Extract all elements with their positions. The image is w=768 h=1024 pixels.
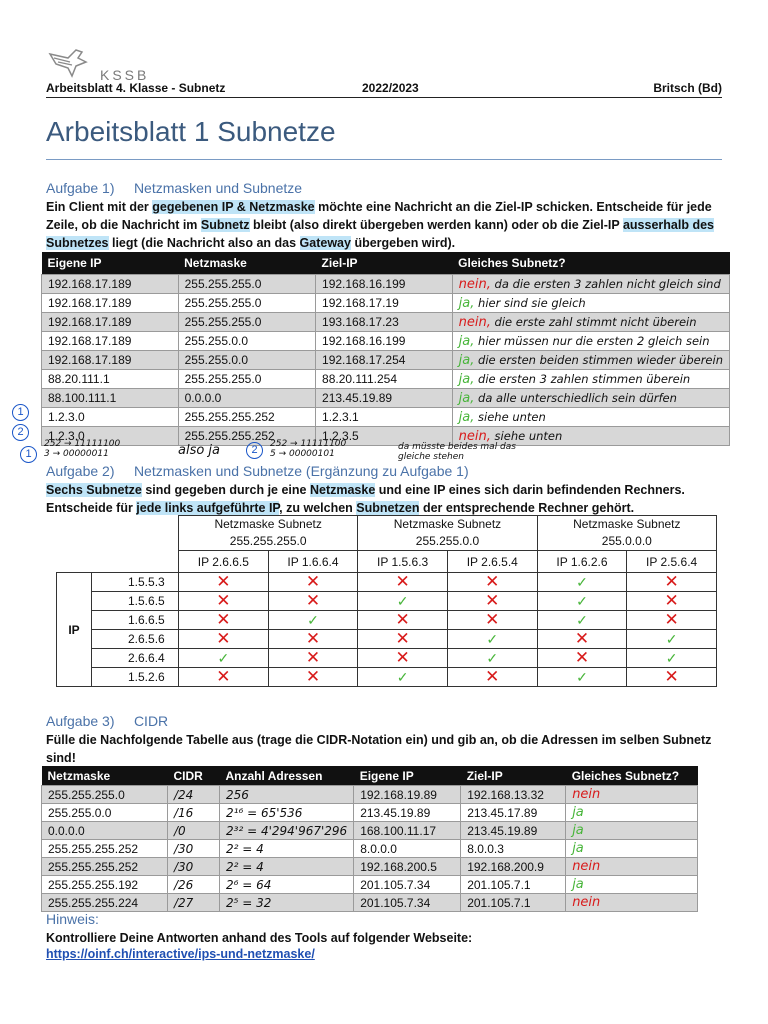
matrix-cell [358, 668, 448, 687]
col-ziel-ip: Ziel-IP [461, 766, 566, 786]
cross-icon: ✕ [485, 667, 500, 686]
matrix-cell [627, 611, 717, 630]
cell-netzmaske: 255.255.255.192 [42, 876, 168, 894]
answer-text: siehe unten [490, 428, 563, 443]
matrix-cell [447, 592, 537, 611]
cell-netzmaske: 255.255.0.0 [178, 351, 315, 370]
note2-line2: 5 → 00000101 [270, 449, 335, 459]
aufgabe1-text [46, 198, 726, 252]
text-part: und eine IP eines sich darin befindenden Rechners. Entscheide für [46, 483, 685, 515]
page-title: Arbeitsblatt 1 Subnetze [46, 116, 336, 147]
subnet-ip-header: IP 2.6.6.5 [179, 551, 269, 573]
cell-eigene-ip: 192.168.17.189 [42, 294, 179, 313]
matrix-cell [537, 668, 627, 687]
cross-icon: ✕ [305, 572, 321, 591]
cell-cidr: /27 [168, 894, 220, 912]
header-divider [46, 97, 722, 98]
answer-text: die erste zahl stimmt nicht überein [490, 314, 697, 329]
text-part: sind gegeben durch je eine [141, 483, 310, 497]
cell-ziel-ip: 8.0.0.3 [461, 840, 566, 858]
marker-1: 1 [12, 402, 29, 421]
text-part: liegt (die Nachricht also an das [108, 236, 300, 250]
cell-netzmaske: 255.255.255.252 [42, 840, 168, 858]
cross-icon: ✕ [395, 648, 410, 667]
table-row [42, 894, 698, 912]
table-row [42, 370, 730, 389]
answer-word: ja, [458, 352, 475, 368]
cell-cidr: /0 [168, 822, 220, 840]
cross-icon: ✕ [664, 572, 679, 591]
matrix-cell [537, 649, 627, 668]
answer-word: nein, [458, 428, 491, 444]
matrix-cell [447, 611, 537, 630]
check-icon: ✓ [307, 612, 319, 628]
text-part: der entsprechende Rechner gehört. [419, 501, 635, 515]
cell-anzahl: 2² = 4 [220, 858, 354, 876]
cross-icon: ✕ [664, 610, 679, 629]
matrix-cell [627, 573, 717, 592]
table-row [42, 858, 698, 876]
cell-cidr: /16 [168, 804, 220, 822]
cell-eigene-ip: 8.0.0.0 [354, 840, 461, 858]
row-ip: 1.5.6.5 [92, 592, 179, 611]
table-row [42, 275, 730, 294]
cross-icon: ✕ [574, 648, 590, 667]
highlight-subnetz: Subnetz [200, 218, 250, 232]
check-icon: ✓ [486, 650, 499, 666]
cross-icon: ✕ [395, 572, 410, 591]
cross-icon: ✕ [216, 667, 231, 686]
matrix-row [57, 611, 717, 630]
answer-word: nein, [458, 314, 491, 330]
cell-eigene-ip: 88.20.111.1 [42, 370, 179, 389]
row-ip: 1.5.2.6 [92, 668, 179, 687]
table-row [42, 840, 698, 858]
cell-ziel-ip: 213.45.19.89 [316, 389, 453, 408]
cell-answer [452, 275, 729, 294]
cross-icon: ✕ [305, 591, 321, 610]
cross-icon: ✕ [485, 572, 500, 591]
cell-eigene-ip: 168.100.11.17 [354, 822, 461, 840]
matrix-row [57, 630, 717, 649]
cell-anzahl: 2¹⁶ = 65'536 [220, 804, 354, 822]
text-part: , zu welchen [279, 501, 357, 515]
cell-ziel-ip: 192.168.16.199 [316, 275, 453, 294]
kssb-logo [46, 44, 156, 84]
cell-eigene-ip: 192.168.17.189 [42, 313, 179, 332]
row-ip: 2.6.5.6 [92, 630, 179, 649]
col-ziel-ip: Ziel-IP [316, 252, 453, 275]
aufgabe2-heading: Aufgabe 2) Netzmasken und Subnetze (Ergänzung zu Aufgabe 1) [46, 463, 469, 479]
table-row [42, 294, 730, 313]
table-row [42, 804, 698, 822]
cross-icon: ✕ [305, 667, 321, 686]
answer-text: die ersten beiden stimmen wieder überein [474, 352, 723, 367]
matrix-cell [447, 573, 537, 592]
matrix-cell [358, 649, 448, 668]
highlight-ausserhalb: ausserhalb des Subnetzes [46, 218, 714, 250]
answer-text: da alle unterschiedlich sein dürfen [474, 390, 677, 405]
cell-eigene-ip: 88.100.111.1 [42, 389, 179, 408]
cell-gleiches-subnetz: ja [566, 804, 698, 822]
matrix-cell [268, 592, 358, 611]
text-part: Ein Client mit der [46, 200, 153, 214]
check-icon: ✓ [665, 631, 678, 647]
matrix-cell [627, 649, 717, 668]
matrix-cell [627, 630, 717, 649]
table-row [42, 408, 730, 427]
cell-netzmaske: 255.255.255.0 [178, 313, 315, 332]
col-netzmaske: Netzmaske [42, 766, 168, 786]
group-label: Netzmaske Subnetz [214, 517, 322, 531]
cell-gleiches-subnetz: nein [566, 894, 698, 912]
table-row [42, 786, 698, 804]
matrix-header-row [57, 516, 717, 551]
cell-eigene-ip: 1.2.3.0 [42, 427, 179, 446]
check-icon: ✓ [396, 593, 409, 609]
matrix-cell [358, 630, 448, 649]
table-row [42, 313, 730, 332]
cell-eigene-ip: 192.168.17.189 [42, 351, 179, 370]
group-mask: 255.0.0.0 [601, 534, 652, 548]
cell-anzahl: 2² = 4 [220, 840, 354, 858]
matrix-cell [627, 668, 717, 687]
cell-ziel-ip: 201.105.7.1 [461, 876, 566, 894]
header-course: Arbeitsblatt 4. Klasse - Subnetz [46, 81, 226, 95]
table-row [42, 332, 730, 351]
marker-2: 2 [12, 422, 29, 441]
matrix-cell [447, 630, 537, 649]
subnet-ip-header: IP 1.6.6.4 [268, 551, 358, 573]
cell-eigene-ip: 201.105.7.34 [354, 894, 461, 912]
cell-eigene-ip: 201.105.7.34 [354, 876, 461, 894]
cell-netzmaske: 255.255.0.0 [178, 332, 315, 351]
text-part: möchte eine Nachricht an die Ziel-IP schicken. Entscheide für jede Zeile, ob die Nachricht im [46, 200, 712, 232]
table-row [42, 389, 730, 408]
answer-text: siehe unten [474, 409, 546, 424]
cell-netzmaske: 255.255.255.0 [42, 786, 168, 804]
answer-text: hier sind sie gleich [474, 295, 586, 310]
col-gleiches-subnetz: Gleiches Subnetz? [452, 252, 729, 275]
check-icon: ✓ [396, 669, 409, 685]
logo-text: KSSB [100, 67, 150, 83]
subnet-ip-header: IP 1.5.6.3 [358, 551, 448, 573]
subnet-group-header [358, 516, 537, 551]
matrix-cell [627, 592, 717, 611]
tool-link[interactable]: https://oinf.ch/interactive/ips-und-netzmaske/ [46, 947, 315, 961]
cell-netzmaske: 0.0.0.0 [42, 822, 168, 840]
cross-icon: ✕ [216, 591, 231, 610]
matrix-cell [268, 668, 358, 687]
cell-netzmaske: 255.255.255.0 [178, 370, 315, 389]
matrix-row [57, 649, 717, 668]
cell-eigene-ip: 192.168.200.5 [354, 858, 461, 876]
row-label-ip: IP [57, 573, 92, 687]
row-ip: 1.6.6.5 [92, 611, 179, 630]
cell-answer [452, 294, 729, 313]
cross-icon: ✕ [485, 610, 500, 629]
col-anzahl: Anzahl Adressen [220, 766, 354, 786]
hint-text: Kontrolliere Deine Antworten anhand des Tools auf folgender Webseite: [46, 931, 473, 945]
cell-netzmaske: 255.255.255.252 [178, 427, 315, 446]
matrix-cell [537, 611, 627, 630]
col-eigene-ip: Eigene IP [354, 766, 461, 786]
cell-ziel-ip: 201.105.7.1 [461, 894, 566, 912]
cell-netzmaske: 255.255.255.252 [42, 858, 168, 876]
cell-anzahl: 256 [220, 786, 354, 804]
cell-netzmaske: 255.255.255.224 [42, 894, 168, 912]
answer-text: die ersten 3 zahlen stimmen überein [474, 371, 691, 386]
highlight-netzmaske: Netzmaske [309, 483, 376, 497]
cross-icon: ✕ [216, 572, 231, 591]
group-label: Netzmaske Subnetz [573, 517, 681, 531]
note-marker-2: 2 [246, 442, 263, 459]
cell-gleiches-subnetz: ja [566, 822, 698, 840]
note2-line1: 252 → 11111100 [270, 439, 347, 449]
col-eigene-ip: Eigene IP [42, 252, 179, 275]
matrix-cell [268, 630, 358, 649]
highlight-sechs-subnetze: Sechs Subnetze [46, 483, 142, 497]
aufgabe3-text: Fülle die Nachfolgende Tabelle aus (trage die CIDR-Notation ein) und gib an, ob die Adressen im selben Subnetz sind! [46, 733, 712, 765]
cell-netzmaske: 255.255.255.0 [178, 275, 315, 294]
subnet-ip-header: IP 2.6.5.4 [447, 551, 537, 573]
check-icon: ✓ [665, 650, 678, 666]
group-mask: 255.255.0.0 [415, 534, 480, 548]
subnet-matrix-table [56, 515, 717, 687]
cell-ziel-ip: 88.20.111.254 [316, 370, 453, 389]
text-part: bleibt (also direkt übergeben werden kann) oder ob die Ziel-IP [249, 218, 623, 232]
cross-icon: ✕ [664, 667, 679, 686]
cross-icon: ✕ [395, 629, 410, 648]
subnet-group-header [537, 516, 716, 551]
group-mask: 255.255.255.0 [229, 534, 307, 548]
matrix-cell [358, 611, 448, 630]
cell-answer [452, 313, 729, 332]
matrix-cell [268, 611, 358, 630]
cell-gleiches-subnetz: nein [566, 858, 698, 876]
hint-heading: Hinweis: [46, 911, 99, 927]
cell-netzmaske: 255.255.255.0 [178, 294, 315, 313]
cell-ziel-ip: 192.168.200.9 [461, 858, 566, 876]
cell-gleiches-subnetz: ja [566, 840, 698, 858]
row-ip: 2.6.6.4 [92, 649, 179, 668]
cross-icon: ✕ [395, 610, 410, 629]
cell-eigene-ip: 192.168.17.189 [42, 275, 179, 294]
cell-cidr: /30 [168, 840, 220, 858]
aufgabe3-heading: Aufgabe 3) CIDR [46, 713, 169, 729]
cell-anzahl: 2⁶ = 64 [220, 876, 354, 894]
matrix-cell [179, 573, 269, 592]
answer-word: ja, [458, 390, 475, 406]
row-ip: 1.5.5.3 [92, 573, 179, 592]
cell-gleiches-subnetz: nein [566, 786, 698, 804]
cell-ziel-ip: 213.45.19.89 [461, 822, 566, 840]
matrix-cell [179, 668, 269, 687]
answer-word: nein, [458, 276, 491, 292]
subnet-ip-header: IP 1.6.2.6 [537, 551, 627, 573]
matrix-cell [447, 649, 537, 668]
answer-word: ja, [458, 371, 475, 387]
cell-eigene-ip: 192.168.19.89 [354, 786, 461, 804]
cross-icon: ✕ [305, 629, 321, 648]
cell-anzahl: 2³² = 4'294'967'296 [220, 822, 354, 840]
matrix-corner [57, 516, 179, 573]
table-row [42, 351, 730, 370]
col-gleiches-subnetz: Gleiches Subnetz? [566, 766, 698, 786]
table-row [42, 876, 698, 894]
cell-answer [452, 332, 729, 351]
matrix-cell [179, 611, 269, 630]
answer-text: hier müssen nur die ersten 2 gleich sein [474, 333, 710, 348]
matrix-cell [537, 573, 627, 592]
cell-ziel-ip: 192.168.17.19 [316, 294, 453, 313]
cell-netzmaske: 0.0.0.0 [178, 389, 315, 408]
matrix-row [57, 592, 717, 611]
highlight-ip-mask: gegebenen IP & Netzmaske [152, 200, 315, 214]
header-year: 2022/2023 [362, 81, 419, 95]
note1-line2: 3 → 00000011 [44, 449, 109, 459]
cell-eigene-ip: 192.168.17.189 [42, 332, 179, 351]
cross-icon: ✕ [664, 591, 679, 610]
cell-netzmaske: 255.255.0.0 [42, 804, 168, 822]
col-cidr: CIDR [168, 766, 220, 786]
cell-ziel-ip: 192.168.17.254 [316, 351, 453, 370]
cell-ziel-ip: 192.168.16.199 [316, 332, 453, 351]
table-row [42, 822, 698, 840]
matrix-cell [358, 592, 448, 611]
check-icon: ✓ [486, 631, 499, 647]
answer-word: ja, [458, 333, 475, 349]
note1-line1: 252 → 11111100 [44, 439, 121, 449]
answer-word: ja, [458, 295, 475, 311]
cell-ziel-ip: 213.45.17.89 [461, 804, 566, 822]
matrix-cell [179, 630, 269, 649]
aufgabe1-heading: Aufgabe 1) Netzmasken und Subnetze [46, 180, 303, 196]
cell-cidr: /24 [168, 786, 220, 804]
text-part: übergeben wird). [350, 236, 456, 250]
cell-anzahl: 2⁵ = 32 [220, 894, 354, 912]
matrix-cell [447, 668, 537, 687]
cell-cidr: /30 [168, 858, 220, 876]
subnet-group-header [179, 516, 358, 551]
cell-netzmaske: 255.255.255.252 [178, 408, 315, 427]
header-author: Britsch (Bd) [653, 81, 722, 95]
col-netzmaske: Netzmaske [178, 252, 315, 275]
cross-icon: ✕ [485, 591, 500, 610]
cell-eigene-ip: 1.2.3.0 [42, 408, 179, 427]
note1-result: also ja [178, 443, 221, 458]
check-icon: ✓ [217, 650, 230, 666]
cell-ziel-ip: 193.168.17.23 [316, 313, 453, 332]
check-icon: ✓ [576, 612, 588, 628]
cell-gleiches-subnetz: ja [566, 876, 698, 894]
cell-eigene-ip: 213.45.19.89 [354, 804, 461, 822]
matrix-row [57, 668, 717, 687]
check-icon: ✓ [576, 669, 588, 685]
matrix-cell [268, 649, 358, 668]
note2-comment: da müsste beides mal das gleiche stehen [398, 442, 516, 462]
matrix-cell [179, 649, 269, 668]
matrix-cell [537, 592, 627, 611]
cross-icon: ✕ [216, 610, 231, 629]
matrix-cell [179, 592, 269, 611]
matrix-cell [537, 630, 627, 649]
cidr-table [41, 766, 698, 912]
highlight-gateway: Gateway [299, 236, 351, 250]
subnet-table-1 [41, 252, 730, 446]
matrix-cell [358, 573, 448, 592]
cell-answer [452, 389, 729, 408]
cell-answer [452, 408, 729, 427]
cross-icon: ✕ [216, 629, 231, 648]
answer-word: ja, [458, 409, 475, 425]
check-icon: ✓ [576, 593, 588, 609]
cell-ziel-ip: 1.2.3.1 [316, 408, 453, 427]
note-marker-1: 1 [20, 446, 37, 463]
highlight-subnetzen: Subnetzen [356, 501, 420, 515]
subnet-ip-header: IP 2.5.6.4 [627, 551, 717, 573]
answer-text: da die ersten 3 zahlen nicht gleich sind [490, 276, 721, 291]
aufgabe2-text [46, 481, 726, 517]
cross-icon: ✕ [574, 629, 590, 648]
group-label: Netzmaske Subnetz [393, 517, 502, 531]
title-divider [46, 159, 722, 160]
highlight-jede-ip: jede links aufgeführte IP [136, 501, 280, 515]
cell-answer [452, 351, 729, 370]
cell-cidr: /26 [168, 876, 220, 894]
cell-ziel-ip: 192.168.13.32 [461, 786, 566, 804]
cell-answer [452, 370, 729, 389]
matrix-row [57, 573, 717, 592]
cell-ziel-ip: 1.2.3.5 [316, 427, 453, 446]
cross-icon: ✕ [305, 648, 321, 667]
check-icon: ✓ [576, 574, 588, 590]
matrix-cell [268, 573, 358, 592]
